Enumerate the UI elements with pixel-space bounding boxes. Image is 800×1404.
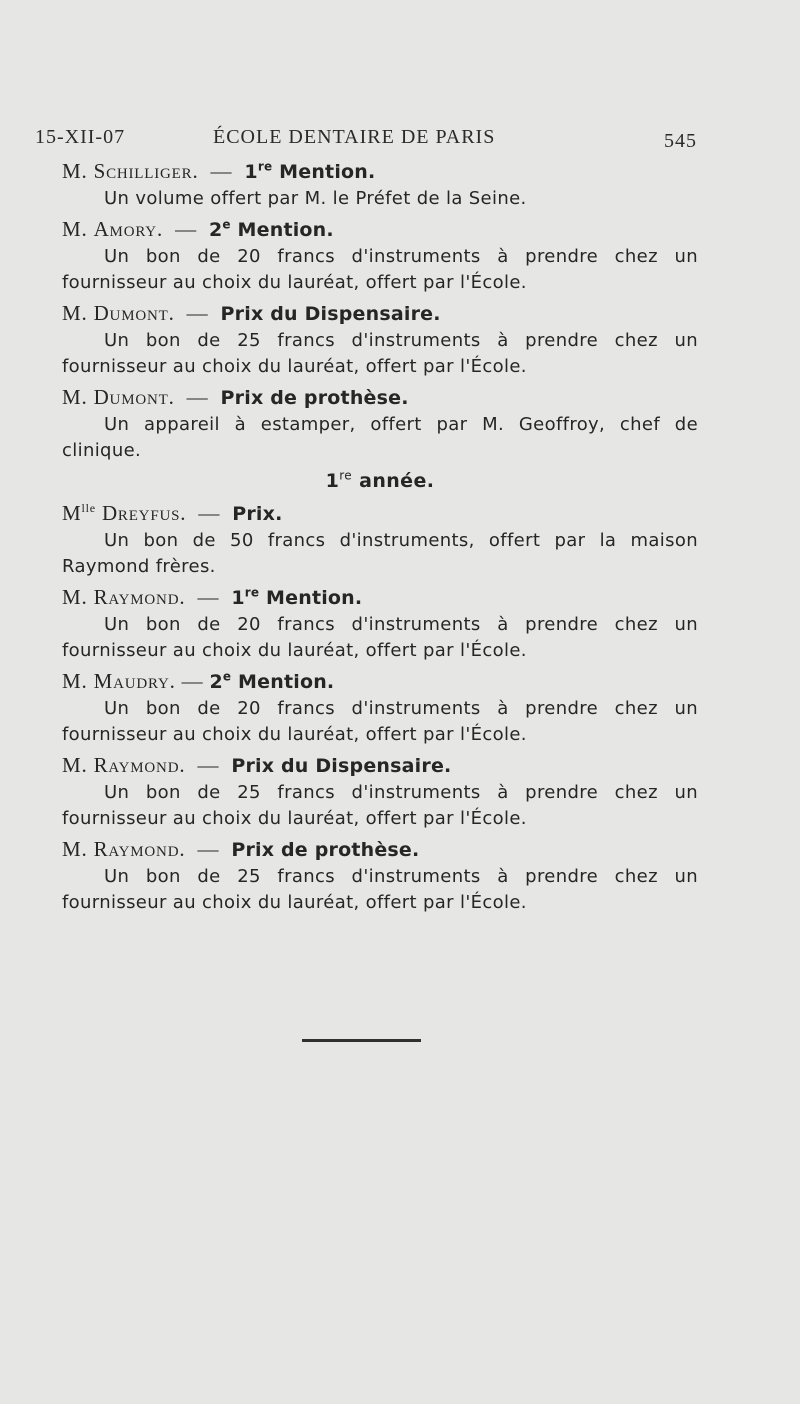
separator-dash: — xyxy=(197,837,220,861)
section-heading: 1re année. xyxy=(325,468,435,492)
laureate-title: M. xyxy=(62,753,88,777)
award-description: Un bon de 50 francs d'instruments, offert par la maison Raymond frères. xyxy=(62,530,698,577)
laureate-title: M. xyxy=(62,669,88,693)
award-description: Un bon de 25 francs d'instruments à prendre chez un fournisseur au choix du lauréat, offert par l'École. xyxy=(62,330,698,377)
laureate-name: Raymond xyxy=(93,753,180,777)
laureate-title: $M^{lle}$ xyxy=(62,501,96,525)
laureate-line: M. Maudry. — 2e Mention. xyxy=(62,669,335,693)
header-date: 15-XII-07 xyxy=(35,126,126,148)
separator-dash: — xyxy=(186,385,209,409)
laureate-name: Dreyfus xyxy=(101,501,181,525)
laureate-name: Maudry xyxy=(93,669,170,693)
award-entry xyxy=(62,751,698,832)
award-entry xyxy=(62,583,698,664)
separator-dash: — xyxy=(186,301,209,325)
award-entry xyxy=(62,835,698,916)
award-name: 2e Mention. xyxy=(209,669,335,693)
laureate-title: M. xyxy=(62,159,88,183)
running-header xyxy=(35,124,697,154)
award-name: 1re Mention. xyxy=(244,159,376,183)
closing-rule xyxy=(302,1039,421,1042)
award-description: Un bon de 20 francs d'instruments à prendre chez un fournisseur au choix du lauréat, offert par l'École. xyxy=(62,698,698,745)
award-name: Prix de prothèse. xyxy=(231,839,420,861)
header-title: ÉCOLE DENTAIRE DE PARIS xyxy=(213,126,496,148)
laureate-title: M. xyxy=(62,585,88,609)
laureate-line: M. Dumont. — Prix de prothèse. xyxy=(62,385,409,409)
awards-list xyxy=(62,157,698,919)
separator-dash: — xyxy=(175,217,197,241)
separator-dash: — xyxy=(197,585,220,609)
laureate-title: M. xyxy=(62,217,88,241)
separator-dash: — xyxy=(181,669,204,693)
laureate-title: M. xyxy=(62,385,88,409)
award-entry xyxy=(62,667,698,748)
laureate-name: Schilliger xyxy=(93,159,193,183)
award-entry xyxy=(62,499,698,580)
award-description: Un appareil à estamper, offert par M. Geoffroy, chef de clinique. xyxy=(62,414,698,461)
award-description: Un bon de 20 francs d'instruments à prendre chez un fournisseur au choix du lauréat, offert par l'École. xyxy=(62,614,698,661)
page-number: 545 xyxy=(664,130,697,152)
award-name: Prix du Dispensaire. xyxy=(220,303,441,325)
laureate-line: M. Raymond. — Prix du Dispensaire. xyxy=(62,753,452,777)
award-name: Prix du Dispensaire. xyxy=(231,755,452,777)
laureate-line: M. Raymond. — 1re Mention. xyxy=(62,585,363,609)
laureate-line: M. Dumont. — Prix du Dispensaire. xyxy=(62,301,441,325)
laureate-title: M. xyxy=(62,301,88,325)
award-description: Un bon de 25 francs d'instruments à prendre chez un fournisseur au choix du lauréat, offert par l'École. xyxy=(62,782,698,829)
award-entry xyxy=(62,299,698,380)
award-name: 2e Mention. xyxy=(208,217,334,241)
laureate-line: $M^{lle}$ Dreyfus. — Prix. xyxy=(62,501,283,525)
separator-dash: — xyxy=(198,501,221,525)
award-entry xyxy=(62,383,698,464)
award-name: Prix de prothèse. xyxy=(220,387,409,409)
award-description: Un volume offert par M. le Préfet de la Seine. xyxy=(104,188,527,209)
laureate-name: Dumont xyxy=(93,301,169,325)
laureate-line: M. Raymond. — Prix de prothèse. xyxy=(62,837,420,861)
laureate-name: Raymond xyxy=(93,585,180,609)
laureate-line: M. Amory. — 2e Mention. xyxy=(62,217,334,241)
award-name: Prix. xyxy=(232,503,283,525)
separator-dash: — xyxy=(197,753,220,777)
laureate-name: Dumont xyxy=(93,385,169,409)
laureate-name: Amory xyxy=(93,217,157,241)
award-description: Un bon de 20 francs d'instruments à prendre chez un fournisseur au choix du lauréat, offert par l'École. xyxy=(62,246,698,293)
award-description: Un bon de 25 francs d'instruments à prendre chez un fournisseur au choix du lauréat, offert par l'École. xyxy=(62,866,698,913)
award-name: 1re Mention. xyxy=(231,585,363,609)
award-entry xyxy=(62,157,698,212)
laureate-name: Raymond xyxy=(93,837,180,861)
award-entry xyxy=(62,215,698,296)
laureate-line: M. Schilliger. — 1re Mention. xyxy=(62,159,376,183)
laureate-title: M. xyxy=(62,837,88,861)
separator-dash: — xyxy=(210,159,233,183)
